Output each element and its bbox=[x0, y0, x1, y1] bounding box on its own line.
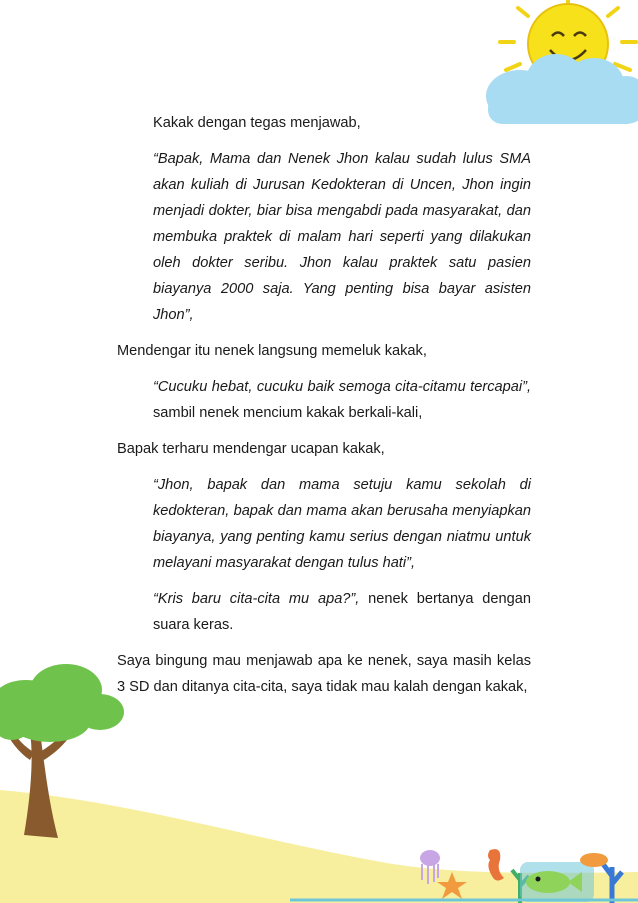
paragraph-narrator-confused: Saya bingung mau menjawab apa ke nenek, saya masih kelas 3 SD dan ditanya cita-cita, saya tidak mau kalah dengan kakak, bbox=[117, 653, 531, 695]
quote-kris-question: “Kris baru cita-cita mu apa?”, bbox=[153, 591, 360, 607]
narration-grandma-kiss: sambil nenek mencium kakak berkali-kali, bbox=[153, 405, 423, 421]
story-text bbox=[117, 110, 531, 700]
quote-grandma-praise: “Cucuku hebat, cucuku baik semoga cita-citamu tercapai”, bbox=[153, 379, 531, 395]
paragraph-kris-question bbox=[117, 586, 531, 638]
paragraph-grandma-hugs: Mendengar itu nenek langsung memeluk kakak, bbox=[117, 343, 427, 359]
paragraph-kakak-answer-intro: Kakak dengan tegas menjawab, bbox=[153, 115, 361, 131]
narration-grandma-asks: nenek bertanya dengan suara keras. bbox=[153, 591, 531, 633]
paragraph-jhon-dream-quote: “Bapak, Mama dan Nenek Jhon kalau sudah lulus SMA akan kuliah di Jurusan Kedokteran di Uncen, Jhon ingin menjadi dokter, biar bisa mengabdi pada masyarakat, dan membuka praktek di malam hari seperti yang dilakukan oleh dokter seribu. Jhon kalau praktek satu pasien biayanya 2000 saja. Yang penting bisa bayar asisten Jhon”, bbox=[153, 151, 531, 323]
paragraph-parents-support-quote: “Jhon, bapak dan mama setuju kamu sekolah di kedokteran, bapak dan mama akan berusaha menyiapkan biayanya, yang penting kamu serius dengan niatmu untuk melayani masyarakat dengan tulus hati”, bbox=[153, 477, 531, 571]
paragraph-grandma-praise bbox=[117, 374, 531, 426]
paragraph-father-moved: Bapak terharu mendengar ucapan kakak, bbox=[117, 441, 385, 457]
